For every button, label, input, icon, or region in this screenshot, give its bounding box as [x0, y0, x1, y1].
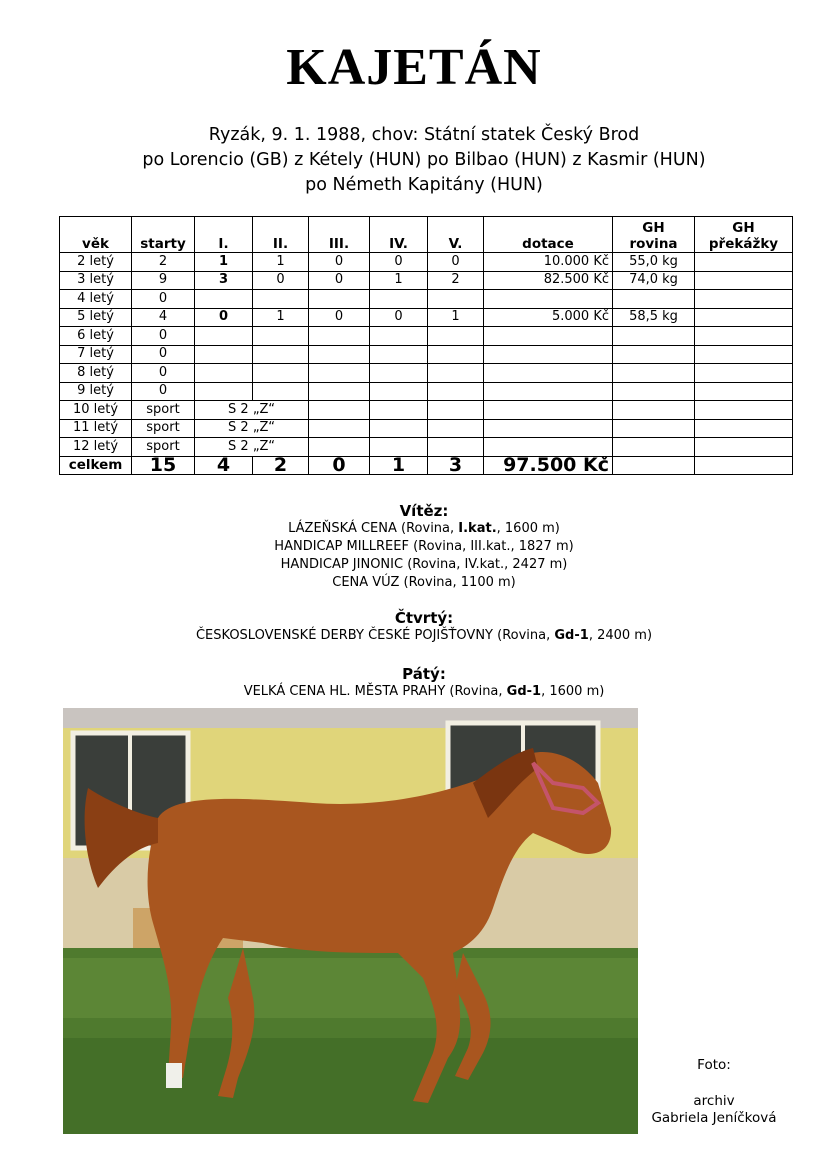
race-class: Gd-1 — [506, 684, 542, 699]
header-gh-jumps — [695, 217, 793, 253]
cell-age: 4 letý — [60, 290, 132, 309]
race-result-line — [0, 520, 828, 538]
cell-fourth — [370, 290, 428, 309]
cell-starts: 0 — [132, 382, 195, 401]
cell-gh-flat — [613, 345, 695, 364]
cell-second — [253, 382, 309, 401]
race-class: Gd-1 — [554, 628, 589, 643]
cell-gh-jumps — [695, 308, 793, 327]
cell-second: 0 — [253, 271, 309, 290]
cell-first: 1 — [195, 253, 253, 272]
cell-starts: 0 — [132, 345, 195, 364]
table-row — [60, 327, 793, 346]
cell-first: 3 — [195, 271, 253, 290]
race-name: ČESKOSLOVENSKÉ DERBY ČESKÉ POJIŠŤOVNY — [195, 628, 493, 643]
header-gh-jumps-line1: GH — [732, 220, 755, 236]
cell-third: 0 — [309, 271, 370, 290]
race-name: HANDICAP JINONIC — [280, 557, 404, 572]
race-result-line — [0, 627, 828, 645]
cell-earnings — [484, 364, 613, 383]
cell-third — [309, 364, 370, 383]
table-body — [60, 253, 793, 475]
cell-first — [195, 345, 253, 364]
cell-fourth — [370, 401, 428, 420]
cell-gh-flat: 58,5 kg — [613, 308, 695, 327]
cell-earnings — [484, 290, 613, 309]
cell-fifth — [428, 401, 484, 420]
cell-gh-flat — [613, 327, 695, 346]
header-gh-flat-line1: GH — [642, 220, 665, 236]
header-first: I. — [195, 217, 253, 253]
fifth-heading: Pátý: — [402, 665, 446, 683]
cell-gh-jumps — [695, 364, 793, 383]
cell-fifth — [428, 327, 484, 346]
table-row — [60, 345, 793, 364]
race-stats-table — [59, 216, 793, 475]
header-starts: starty — [132, 217, 195, 253]
cell-earnings — [484, 327, 613, 346]
table-row — [60, 271, 793, 290]
winner-list — [0, 520, 828, 592]
cell-gh-jumps — [695, 382, 793, 401]
photo-credit-label: Foto: — [697, 1057, 731, 1073]
total-first: 4 — [195, 456, 253, 475]
cell-first — [195, 290, 253, 309]
race-detail-post: , 1600 m) — [541, 684, 605, 699]
info-line-breed: Ryzák, 9. 1. 1988, chov: Státní statek Český Brod — [208, 125, 640, 145]
cell-first: 0 — [195, 308, 253, 327]
cell-first — [195, 327, 253, 346]
race-detail-pre: (Rovina, — [408, 539, 471, 554]
race-name: LÁZEŇSKÁ CENA — [288, 521, 397, 536]
horse-photo-image — [63, 708, 638, 1134]
cell-third — [309, 382, 370, 401]
race-detail-post: , 2400 m) — [588, 628, 653, 643]
cell-fifth — [428, 290, 484, 309]
race-result-line — [0, 574, 828, 592]
table-header-row — [60, 217, 793, 253]
cell-second — [253, 345, 309, 364]
cell-third: 0 — [309, 253, 370, 272]
cell-third — [309, 419, 370, 438]
header-gh-flat-line2: rovina — [629, 236, 678, 252]
fifth-list — [0, 683, 828, 701]
total-second: 2 — [253, 456, 309, 475]
cell-starts: sport — [132, 438, 195, 457]
cell-note: S 2 „Z“ — [195, 438, 309, 457]
cell-starts: 4 — [132, 308, 195, 327]
cell-age: 8 letý — [60, 364, 132, 383]
cell-note: S 2 „Z“ — [195, 419, 309, 438]
photo-credit-author: Gabriela Jeníčková — [651, 1110, 777, 1126]
table-row — [60, 382, 793, 401]
cell-gh-jumps — [695, 327, 793, 346]
cell-gh-jumps — [695, 438, 793, 457]
cell-gh-flat — [613, 382, 695, 401]
race-detail-post: IV.kat., 2427 m) — [464, 557, 568, 572]
cell-note: S 2 „Z“ — [195, 401, 309, 420]
cell-gh-flat — [613, 419, 695, 438]
cell-fourth — [370, 327, 428, 346]
header-second: II. — [253, 217, 309, 253]
cell-fifth — [428, 345, 484, 364]
total-label: celkem — [60, 456, 132, 475]
race-result-line — [0, 538, 828, 556]
race-detail-post: , 1600 m) — [496, 521, 560, 536]
table-row — [60, 438, 793, 457]
race-detail-pre: (Rovina, — [403, 557, 465, 572]
race-name: VELKÁ CENA HL. MĚSTA PRAHY — [243, 684, 446, 699]
cell-starts: 0 — [132, 290, 195, 309]
cell-third — [309, 438, 370, 457]
page-title: KAJETÁN — [286, 39, 542, 96]
cell-gh-jumps — [695, 271, 793, 290]
table-row — [60, 401, 793, 420]
cell-second — [253, 364, 309, 383]
cell-fourth — [370, 419, 428, 438]
race-detail-pre: (Rovina, — [396, 521, 459, 536]
header-fourth: IV. — [370, 217, 428, 253]
cell-age: 12 letý — [60, 438, 132, 457]
total-earnings: 97.500 Kč — [484, 456, 613, 475]
race-class: I.kat. — [458, 521, 497, 536]
table-row — [60, 290, 793, 309]
cell-second: 1 — [253, 253, 309, 272]
horse-photo — [63, 708, 638, 1134]
cell-fourth — [370, 345, 428, 364]
cell-earnings — [484, 382, 613, 401]
header-gh-jumps-line2: překážky — [708, 236, 779, 252]
total-starts: 15 — [132, 456, 195, 475]
cell-fifth: 2 — [428, 271, 484, 290]
info-line-grandsire: po Németh Kapitány (HUN) — [305, 175, 543, 195]
cell-age: 5 letý — [60, 308, 132, 327]
cell-starts: 2 — [132, 253, 195, 272]
cell-third — [309, 345, 370, 364]
cell-earnings — [484, 419, 613, 438]
header-gh-flat — [613, 217, 695, 253]
cell-earnings: 5.000 Kč — [484, 308, 613, 327]
table-total-row — [60, 456, 793, 475]
cell-fourth — [370, 364, 428, 383]
table-row — [60, 253, 793, 272]
cell-gh-jumps — [695, 253, 793, 272]
cell-gh-flat: 55,0 kg — [613, 253, 695, 272]
total-fifth: 3 — [428, 456, 484, 475]
table-row — [60, 308, 793, 327]
race-detail-pre: (Rovina, — [493, 628, 555, 643]
photo-credit-source: archiv — [693, 1093, 735, 1109]
cell-gh-jumps — [695, 401, 793, 420]
cell-starts: sport — [132, 419, 195, 438]
cell-third — [309, 401, 370, 420]
cell-fifth — [428, 438, 484, 457]
cell-age: 11 letý — [60, 419, 132, 438]
cell-fourth: 0 — [370, 308, 428, 327]
race-name: CENA VÚZ — [332, 575, 400, 590]
cell-age: 2 letý — [60, 253, 132, 272]
cell-gh-flat — [613, 364, 695, 383]
cell-gh-jumps — [695, 290, 793, 309]
cell-fifth — [428, 382, 484, 401]
cell-gh-jumps — [695, 345, 793, 364]
cell-third — [309, 290, 370, 309]
race-result-line — [0, 556, 828, 574]
total-fourth: 1 — [370, 456, 428, 475]
cell-first — [195, 382, 253, 401]
cell-first — [195, 364, 253, 383]
header-earnings: dotace — [484, 217, 613, 253]
cell-fourth: 1 — [370, 271, 428, 290]
cell-fifth — [428, 419, 484, 438]
header-third: III. — [309, 217, 370, 253]
cell-second — [253, 327, 309, 346]
cell-age: 9 letý — [60, 382, 132, 401]
cell-earnings — [484, 345, 613, 364]
cell-age: 10 letý — [60, 401, 132, 420]
header-age: věk — [60, 217, 132, 253]
total-gh-jumps — [695, 456, 793, 475]
race-detail-pre: (Rovina, — [399, 575, 461, 590]
total-gh-flat — [613, 456, 695, 475]
cell-starts: sport — [132, 401, 195, 420]
cell-third — [309, 327, 370, 346]
cell-earnings — [484, 401, 613, 420]
cell-fifth: 0 — [428, 253, 484, 272]
fourth-list — [0, 627, 828, 645]
total-third: 0 — [309, 456, 370, 475]
fourth-heading: Čtvrtý: — [394, 609, 454, 627]
cell-starts: 0 — [132, 327, 195, 346]
race-name: HANDICAP MILLREEF — [274, 539, 409, 554]
cell-age: 3 letý — [60, 271, 132, 290]
cell-earnings: 10.000 Kč — [484, 253, 613, 272]
cell-starts: 9 — [132, 271, 195, 290]
cell-gh-flat — [613, 438, 695, 457]
cell-earnings — [484, 438, 613, 457]
cell-gh-jumps — [695, 419, 793, 438]
race-detail-pre: (Rovina, — [445, 684, 507, 699]
table-row — [60, 419, 793, 438]
info-line-pedigree: po Lorencio (GB) z Kétely (HUN) po Bilbao (HUN) z Kasmir (HUN) — [142, 150, 706, 170]
cell-second — [253, 290, 309, 309]
cell-third: 0 — [309, 308, 370, 327]
table-row — [60, 364, 793, 383]
cell-earnings: 82.500 Kč — [484, 271, 613, 290]
cell-age: 6 letý — [60, 327, 132, 346]
race-result-line — [0, 683, 828, 701]
header-fifth: V. — [428, 217, 484, 253]
race-detail-post: III.kat., 1827 m) — [470, 539, 574, 554]
cell-fifth: 1 — [428, 308, 484, 327]
race-detail-post: 1100 m) — [460, 575, 516, 590]
cell-gh-flat — [613, 401, 695, 420]
cell-starts: 0 — [132, 364, 195, 383]
cell-fourth — [370, 382, 428, 401]
cell-gh-flat — [613, 290, 695, 309]
cell-fifth — [428, 364, 484, 383]
cell-gh-flat: 74,0 kg — [613, 271, 695, 290]
cell-second: 1 — [253, 308, 309, 327]
cell-fourth: 0 — [370, 253, 428, 272]
cell-age: 7 letý — [60, 345, 132, 364]
cell-fourth — [370, 438, 428, 457]
winner-heading: Vítěz: — [399, 502, 449, 520]
